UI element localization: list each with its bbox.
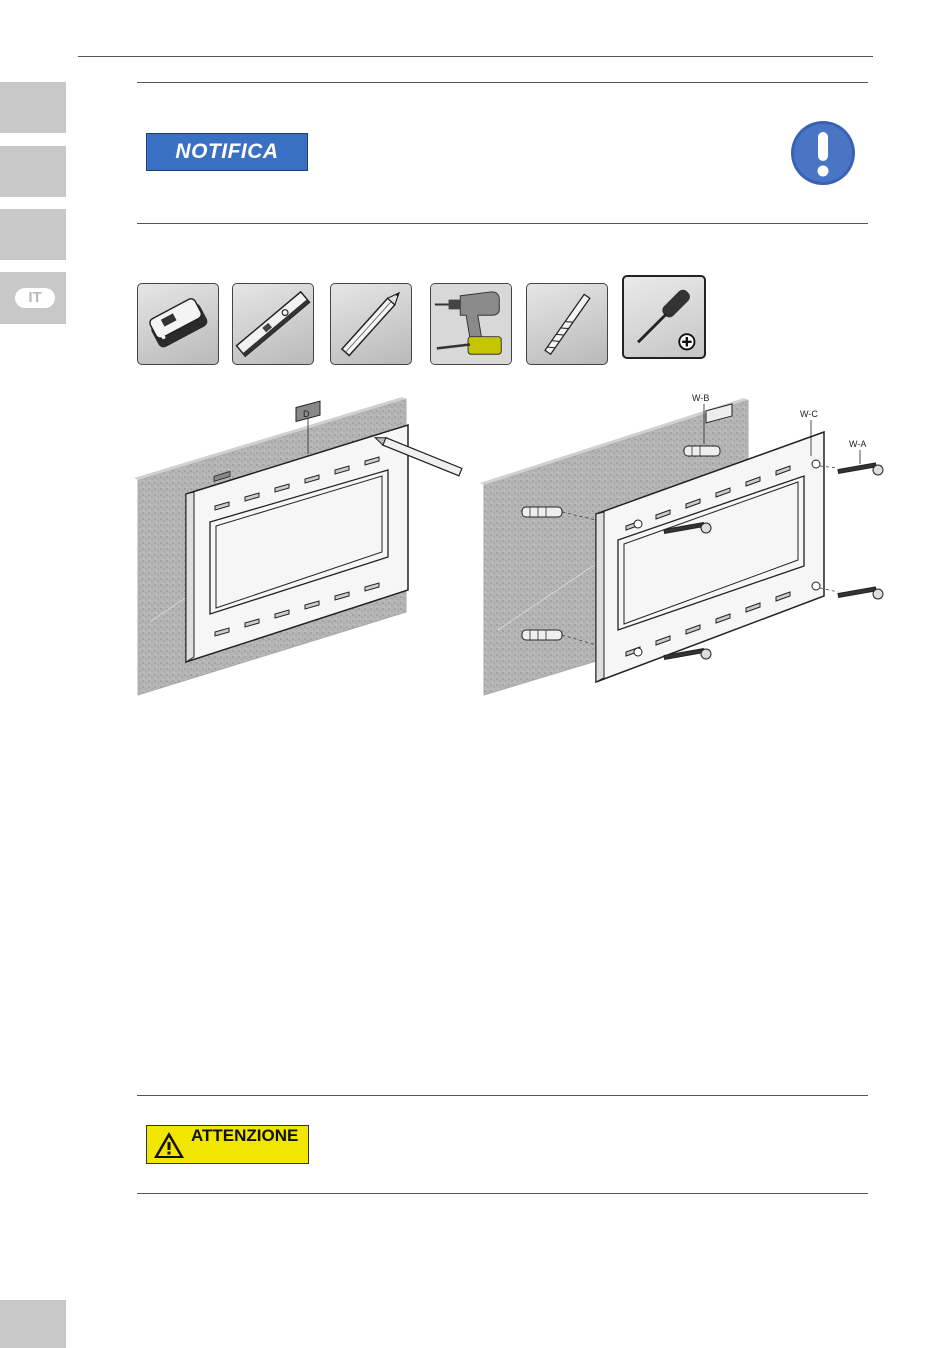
stud-finder-tool [137,283,219,365]
header-rule [78,56,873,57]
caution-top-rule [137,1095,868,1096]
stud-finder-icon [138,284,218,364]
screwdriver-tool [622,275,706,359]
illustration-marking-holes [130,392,475,702]
label-wa: W-A [849,439,867,449]
side-tab-1[interactable] [0,82,66,133]
screwdriver-icon [624,277,704,357]
label-wc: W-C [800,409,818,419]
side-tab-2[interactable] [0,146,66,197]
spirit-level-icon [233,284,313,364]
side-tab-3[interactable] [0,209,66,260]
illustration-mounting-bracket [478,390,898,702]
warning-triangle-icon [153,1131,185,1159]
label-d: D [303,409,310,419]
caution-bottom-rule [137,1193,868,1194]
power-drill-icon [431,284,511,364]
exclamation-icon [790,120,856,186]
notice-top-rule [137,82,868,83]
drill-bit-icon [527,284,607,364]
label-wb: W-B [692,393,710,403]
notice-badge: NOTIFICA [146,133,308,171]
pencil-icon [331,284,411,364]
side-tab-bottom[interactable] [0,1300,66,1348]
language-tab[interactable] [0,272,66,324]
drill-bit-tool [526,283,608,365]
notice-bottom-rule [137,223,868,224]
caution-label: ATTENZIONE [191,1126,299,1145]
language-label: IT [15,288,55,308]
pencil-tool [330,283,412,365]
power-drill-tool [430,283,512,365]
caution-badge [146,1125,309,1164]
spirit-level-tool [232,283,314,365]
